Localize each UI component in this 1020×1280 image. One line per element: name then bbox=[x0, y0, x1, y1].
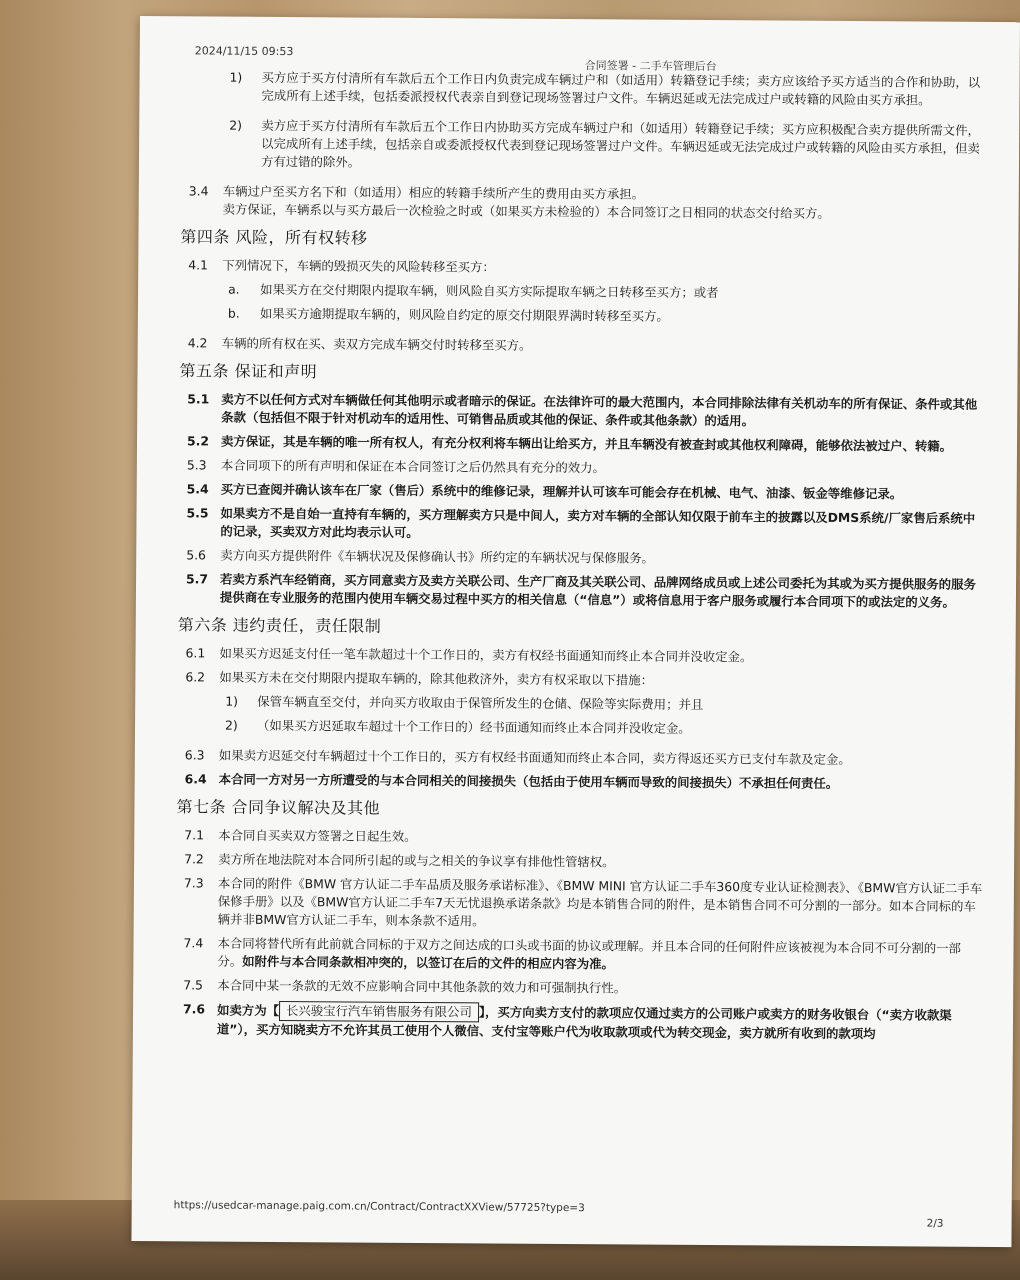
clause-5-1: 5.1 卖方不以任何方式对车辆做任何其他明示或者暗示的保证。在法律许可的最大范围内，本合同排除法律有关机动车的所有保证、条件或其他条款（包括但不限于针对机动车的适用性、可销售品质或其他的保证、条件或其他条款）的适用。 bbox=[187, 391, 978, 429]
seller-company-name: 长兴骏宝行汽车销售服务有限公司 bbox=[279, 1001, 479, 1022]
contract-body bbox=[176, 68, 990, 1050]
clause-4-1: 4.1 下列情况下，车辆的毁损灭失的风险转移至买方： bbox=[188, 257, 495, 275]
clause-3-3-1: 1) 买方应于买方付清所有车款后五个工作日内负责完成车辆过户和（如适用）转籍登记手续；卖方应该给予买方适当的合作和协助，以完成所有上述手续，包括委派授权代表亲自到登记现场签署过户文件。车辆迟延或无法完成过户或转籍的风险由买方承担。 bbox=[229, 69, 981, 108]
clause-7-6: 7.6 如卖方为【 长兴骏宝行汽车销售服务有限公司 】，买方向卖方支付的款项应仅通过卖方的公司账户或卖方的财务收银台（“卖方收款渠道”），买方知晓卖方不允许其员工使用个人微信、支付宝等账户代为收取款项或代为转交现金，卖方就所有收到的款项均 bbox=[183, 1001, 952, 1042]
clause-7-3: 7.3 本合同的附件《BMW 官方认证二手车品质及服务承诺标准》、《BMW MINI 官方认证二手车360度专业认证检测表》、《BMW官方认证二手车保修手册》以及《BMW官方认证二手车7天无忧退换承诺条款》均是本销售合同的附件，是本销售合同不可分割的一部分。如本合同标的车辆并非BMW官方认证二手车，则本条款不适用。 bbox=[183, 875, 983, 929]
clause-6-1: 6.1 如果买方迟延支付任一笔车款超过十个工作日的，卖方有权经书面通知而终止本合同并没收定金。 bbox=[185, 645, 753, 665]
clause-6-3: 6.3 如果卖方迟延交付车辆超过十个工作日的，买方有权经书面通知而终止本合同，卖方得返还买方已支付车款及定金。 bbox=[184, 747, 851, 767]
clause-7-2: 7.2 卖方所在地法院对本合同所引起的或与之相关的争议享有排他性管辖权。 bbox=[184, 851, 615, 870]
print-title: 合同签署 - 二手车管理后台 bbox=[584, 59, 717, 74]
clause-4-1-b: b. 如果买方逾期提取车辆的，则风险自约定的原交付期限界满时转移至买方。 bbox=[227, 305, 669, 324]
section-6-heading: 第六条 违约责任，责任限制 bbox=[177, 615, 382, 636]
clause-7-4: 7.4 本合同将替代所有此前就合同标的于双方之间达成的口头或书面的协议或理解。并且本合同的任何附件应该被视为本合同不可分割的一部分。如附件与本合同条款相冲突的，以签订在后的文件的相应内容为准。 bbox=[183, 935, 962, 972]
print-date: 2024/11/15 09:53 bbox=[194, 44, 294, 59]
clause-5-7: 5.7 若卖方系汽车经销商，买方同意卖方及卖方关联公司、生产厂商及其关联公司、品牌网络成员或上述公司委托为其或为买方提供服务的服务提供商在专业服务的范围内使用车辆交易过程中买方的相关信息（“信息”）或将信息用于客户服务或履行本合同项下的或法定的义务。 bbox=[186, 571, 976, 610]
section-5-heading: 第五条 保证和声明 bbox=[179, 361, 318, 382]
clause-5-3: 5.3 本合同项下的所有声明和保证在本合同签订之后仍然具有充分的效力。 bbox=[186, 457, 606, 476]
clause-3-4: 3.4 车辆过户至买方名下和（如适用）相应的转籍手续所产生的费用由买方承担。 卖方保证，车辆系以与买方最后一次检验之时或（如果买方未检验的）本合同签订之日相同的状态交付给买方。 bbox=[188, 183, 830, 221]
clause-6-2: 6.2 如果买方未在交付期限内提取车辆的，除其他救济外，卖方有权采取以下措施： bbox=[185, 669, 654, 688]
section-7-heading: 第七条 合同争议解决及其他 bbox=[176, 797, 381, 818]
clause-4-2: 4.2 车辆的所有权在买、卖双方完成车辆交付时转移至买方。 bbox=[187, 335, 532, 353]
clause-4-1-a: a. 如果买方在交付期限内提取车辆，则风险自买方实际提取车辆之日转移至买方；或者 bbox=[228, 281, 719, 301]
footer-url: https://usedcar-manage.paig.com.cn/Contract/ContractXXView/57725?type=3 bbox=[173, 1199, 585, 1215]
clause-3-3-2: 2) 卖方应于买方付清所有车款后五个工作日内协助买方完成车辆过户和（如适用）转籍登记手续；买方应积极配合卖方提供所需文件，以完成所有上述手续，包括亲自或委派授权代表到登记现场签署过户文件。车辆迟延或无法完成过户或转籍的风险由买方承担，但卖方有过错的除外。 bbox=[229, 117, 980, 170]
clause-7-1: 7.1 本合同自买卖双方签署之日起生效。 bbox=[184, 827, 417, 844]
clause-7-5: 7.5 本合同中某一条款的无效不应影响合同中其他条款的效力和可强制执行性。 bbox=[183, 977, 627, 996]
section-4-heading: 第四条 风险，所有权转移 bbox=[180, 227, 368, 248]
clause-5-2: 5.2 卖方保证，其是车辆的唯一所有权人，有充分权利将车辆出让给买方，并且车辆没有被查封或其他权利障碍，能够依法被过户、转籍。 bbox=[186, 433, 953, 454]
page-number: 2/3 bbox=[926, 1217, 944, 1230]
clause-5-5: 5.5 如果卖方不是自始一直持有车辆的，买方理解卖方只是中间人，卖方对车辆的全部认知仅限于前车主的披露以及DMS系统/厂家售后系统中的记录，买卖双方对此均表示认可。 bbox=[186, 505, 976, 540]
clause-6-2-1: 1) 保管车辆直至交付，并向买方收取由于保管所发生的仓储、保险等实际费用；并且 bbox=[225, 693, 704, 712]
clause-5-4: 5.4 买方已查阅并确认该车在厂家（售后）系统中的维修记录，理解并认可该车可能会存在机械、电气、油漆、钣金等维修记录。 bbox=[186, 481, 903, 502]
clause-6-2-2: 2) （如果买方迟延取车超过十个工作日的）经书面通知而终止本合同并没收定金。 bbox=[224, 717, 691, 736]
clause-6-4: 6.4 本合同一方对另一方所遭受的与本合同相关的间接损失（包括由于使用车辆而导致的间接损失）不承担任何责任。 bbox=[184, 771, 839, 791]
clause-5-6: 5.6 卖方向买方提供附件《车辆状况及保修确认书》所约定的车辆状况与保修服务。 bbox=[186, 547, 654, 566]
contract-page bbox=[131, 16, 1020, 1247]
